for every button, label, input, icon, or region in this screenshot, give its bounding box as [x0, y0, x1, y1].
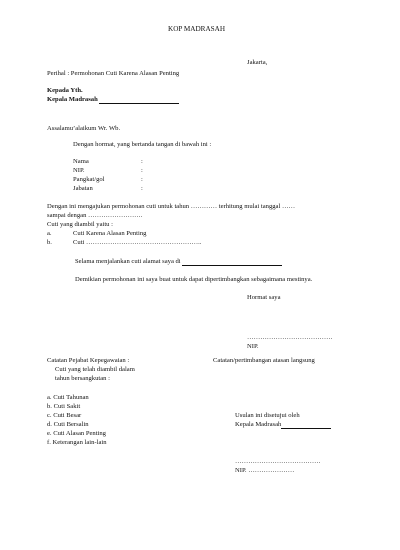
staffing-notes-line-1: Cuti yang telah diambil dalam [55, 366, 135, 373]
field-colon-3: : [141, 176, 143, 183]
staffing-notes-title: Catatan Pejabat Kepegawaian : [47, 357, 130, 364]
request-line-1: Dengan ini mengajukan permohonan cuti untuk tahun ………… terhitung mulai tanggal …… [47, 203, 296, 210]
regards: Hormat saya [247, 294, 281, 301]
leave-type-b: b. Cuti Sakit [47, 403, 81, 410]
leave-type-f: f. Keterangan lain-lain [47, 439, 107, 446]
staffing-notes-line-2: tahun bersangkutan : [55, 375, 110, 382]
place-date: Jakarta, [247, 59, 268, 66]
approval-signature-dots: ………………………………… [235, 458, 321, 465]
intro-text: Dengan hormat, yang bertanda tangan di bawah ini : [73, 141, 212, 148]
leave-type-c: c. Cuti Besar [47, 412, 82, 419]
leave-type-d: d. Cuti Bersalin [47, 421, 89, 428]
option-a-marker: a. [47, 230, 52, 237]
field-label-name: Nama [73, 158, 89, 165]
leave-taken-label: Cuti yang diambil yaitu : [47, 221, 113, 228]
closing-text: Demikian permohonan ini saya buat untuk dapat dipertimbangkan sebagaimana mestinya. [75, 276, 313, 283]
letter-header: KOP MADRASAH [168, 25, 226, 33]
option-a-text: Cuti Karena Alasan Penting [73, 230, 147, 237]
leave-type-e: e. Cuti Alasan Penting [47, 430, 106, 437]
address-blank [182, 265, 282, 266]
field-label-nip: NIP. [73, 167, 85, 174]
approval-title: Kepala Madrasah [235, 421, 331, 429]
field-colon-1: : [141, 158, 143, 165]
approval-text: Usulan ini disetujui oleh [235, 412, 300, 419]
option-b-text: Cuti …………………………………………….. [73, 239, 202, 246]
supervisor-notes-title: Catatan/pertimbangan atasan langsung [213, 357, 315, 364]
subject-line: Perihal : Permohonan Cuti Karena Alasan Penting [47, 70, 180, 77]
field-label-rank: Pangkat/gol [73, 176, 105, 183]
request-line-2: sampai dengan ……………………. [47, 212, 143, 219]
addressee-greeting: Kepada Yth. [47, 87, 83, 94]
option-b-marker: b. [47, 239, 52, 246]
addressee-blank [99, 103, 179, 104]
address-line: Selama menjalankan cuti alamat saya di [75, 258, 282, 266]
signature-nip: NIP. [247, 343, 259, 350]
addressee-title: Kepala Madrasah [47, 96, 179, 104]
approval-nip: NIP. ………………… [235, 467, 295, 474]
field-colon-2: : [141, 167, 143, 174]
salutation: Assalamu’alaikum Wr. Wb. [47, 125, 121, 132]
approval-blank [281, 428, 331, 429]
field-label-position: Jabatan [73, 185, 93, 192]
signature-dots: ………………………………… [247, 334, 333, 341]
leave-type-a: a. Cuti Tahunan [47, 394, 89, 401]
field-colon-4: : [141, 185, 143, 192]
